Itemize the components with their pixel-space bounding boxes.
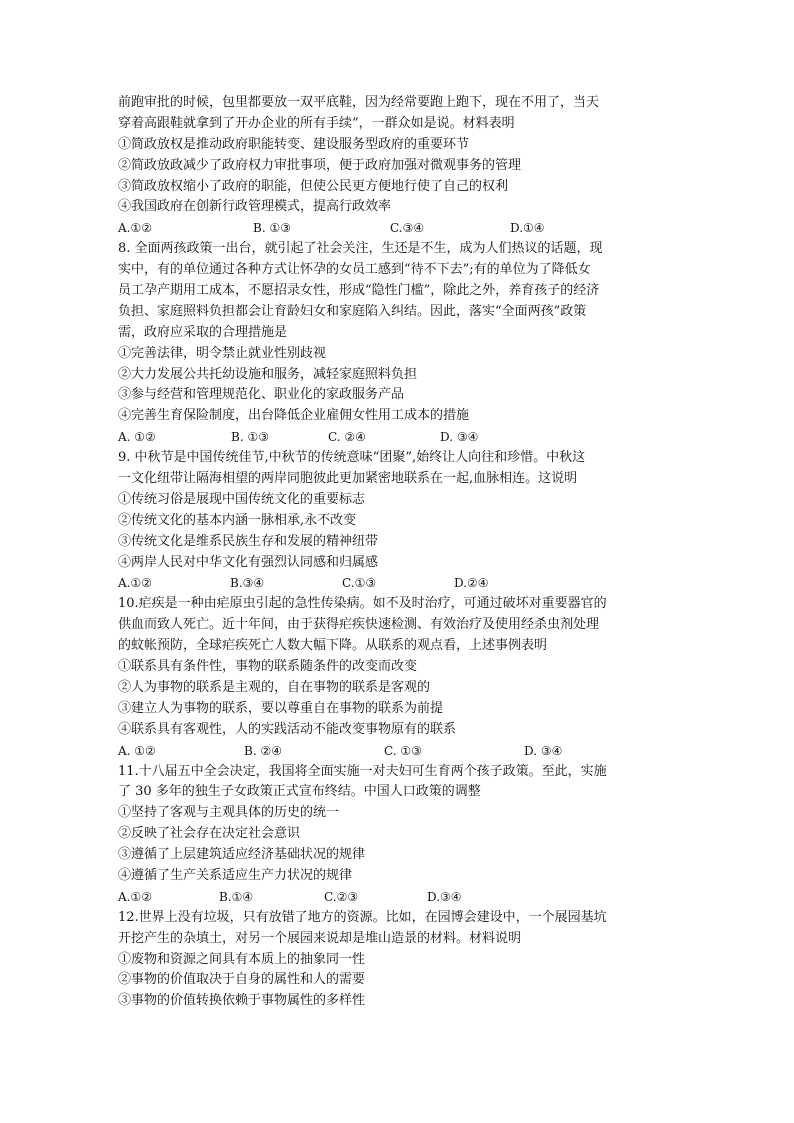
option-c: C. ①③: [384, 743, 422, 758]
statement-item: ①传统习俗是展现中国传统文化的重要标志: [118, 491, 366, 507]
question-text-line: 供血而致人死亡。近十年间，由于获得疟疾快速检测、有效治疗及使用经杀虫剂处理: [118, 617, 600, 633]
question-10: [118, 594, 658, 761]
statement-item: ①简政放权是推动政府职能转变、建设服务型政府的重要环节: [118, 136, 470, 152]
option-c: C.①③: [342, 576, 377, 591]
option-d: D.①④: [510, 221, 545, 236]
statement-item: ④我国政府在创新行政管理模式，提高行政效率: [118, 199, 392, 215]
option-c: C.②③: [324, 889, 359, 904]
option-b: B.①④: [219, 889, 254, 904]
statement-item: ③简政放权缩小了政府的职能，但使公民更方便地行使了自己的权利: [118, 178, 509, 194]
question-text-line: 8. 全面两孩政策一出台，就引起了社会关注，生还是不生，成为人们热议的话题，现: [118, 241, 603, 257]
question-text-line: 开挖产生的杂填土，对另一个展园来说却是堆山造景的材料。材料说明: [118, 930, 522, 946]
question-text-line: 10.疟疾是一种由疟原虫引起的急性传染病。如不及时治疗，可通过破坏对重要器官的: [118, 596, 607, 612]
statement-item: ③遵循了上层建筑适应经济基础状况的规律: [118, 847, 366, 863]
option-a: A. ①②: [118, 430, 156, 445]
statement-item: ①坚持了客观与主观具体的历史的统一: [118, 805, 340, 821]
statement-item: ②人为事物的联系是主观的，自在事物的联系是客观的: [118, 679, 431, 695]
question-text-line: 实中，有的单位通过各种方式让怀孕的女员工感到“待不下去”;有的单位为了降低女: [118, 262, 591, 278]
question-text-line: 11.十八届五中全会决定，我国将全面实施一对夫妇可生育两个孩子政策。至此，实施: [118, 763, 607, 779]
option-b: B. ①③: [231, 430, 269, 445]
statement-item: ③建立人为事物的联系，要以尊重自在事物的联系为前提: [118, 700, 444, 716]
statement-item: ④遵循了生产关系适应生产力状况的规律: [118, 867, 353, 883]
question-11: [118, 762, 658, 908]
statement-item: ①废物和资源之间具有本质上的抽象同一性: [118, 951, 366, 967]
option-a: A.①②: [118, 221, 152, 236]
question-text-line: 穿着高跟鞋就拿到了开办企业的所有手续”，一群众如是说。材料表明: [118, 115, 515, 131]
question-7-continued: [118, 93, 658, 239]
statement-item: ②简政放政减少了政府权力审批事项，便于政府加强对微观事务的管理: [118, 157, 522, 173]
option-d: D.②④: [454, 576, 489, 591]
option-d: D.③④: [427, 889, 462, 904]
question-9: [118, 448, 658, 594]
question-12: [118, 908, 658, 1012]
answer-options: [118, 573, 658, 594]
option-b: B.③④: [230, 576, 265, 591]
statement-item: ②事物的价值取决于自身的属性和人的需要: [118, 972, 366, 988]
statement-item: ④两岸人民对中华文化有强烈认同感和归属感: [118, 554, 379, 570]
answer-options: [118, 427, 658, 448]
statement-item: ②传统文化的基本内涵一脉相承,永不改变: [118, 512, 357, 528]
statement-item: ②反映了社会存在决定社会意识: [118, 826, 301, 842]
statement-item: ③事物的价值转换依赖于事物属性的多样性: [118, 993, 366, 1009]
answer-options: [118, 741, 658, 762]
option-a: A.①②: [118, 889, 152, 904]
question-text-line: 员工孕产期用工成本，不愿招录女性，形成“隐性门槛”，除此之外，养育孩子的经济: [118, 283, 600, 299]
option-b: B. ②④: [244, 743, 282, 758]
question-text-line: 一文化纽带让隔海相望的两岸同胞彼此更加紧密地联系在一起,血脉相连。这说明: [118, 471, 578, 487]
question-text-line: 9. 中秋节是中国传统佳节,中秋节的传统意味“团聚”,始终让人向往和珍惜。中秋这: [118, 450, 586, 466]
option-b: B. ①③: [253, 221, 291, 236]
question-text-line: 需，政府应采取的合理措施是: [118, 324, 288, 340]
option-c: C. ②④: [328, 430, 366, 445]
statement-item: ①联系具有条件性，事物的联系随条件的改变而改变: [118, 659, 418, 675]
question-text-line: 的蚊帐预防，全球疟疾死亡人数大幅下降。从联系的观点看，上述事例表明: [118, 638, 548, 654]
option-d: D. ③④: [440, 430, 479, 445]
option-a: A. ①②: [118, 743, 156, 758]
answer-options: [118, 887, 658, 908]
question-text-line: 了 30 多年的独生子女政策正式宣布终结。中国人口政策的调整: [118, 784, 481, 800]
option-c: C.③④: [390, 221, 425, 236]
answer-options: [118, 218, 658, 239]
question-text-line: 前跑审批的时候，包里都要放一双平底鞋，因为经常要跑上跑下，现在不用了，当天: [118, 95, 600, 110]
statement-item: ③参与经营和管理规范化、职业化的家政服务产品: [118, 387, 405, 403]
option-a: A.①②: [118, 576, 152, 591]
statement-item: ④完善生育保险制度，出台降低企业雇佣女性用工成本的措施: [118, 408, 470, 424]
question-text-line: 负担、家庭照料负担都会让育龄妇女和家庭陷入纠结。因此，落实“全面两孩”政策: [118, 303, 587, 319]
exam-page: [118, 93, 658, 1012]
statement-item: ①完善法律，明令禁止就业性别歧视: [118, 345, 327, 361]
statement-item: ④联系具有客观性，人的实践活动不能改变事物原有的联系: [118, 721, 457, 737]
statement-item: ③传统文化是维系民族生存和发展的精神纽带: [118, 533, 379, 549]
question-8: [118, 239, 658, 448]
question-text-line: 12.世界上没有垃圾，只有放错了地方的资源。比如，在园博会建设中，一个展园基坑: [118, 909, 607, 925]
statement-item: ②大力发展公共托幼设施和服务，减轻家庭照料负担: [118, 366, 418, 382]
option-d: D. ③④: [524, 743, 563, 758]
